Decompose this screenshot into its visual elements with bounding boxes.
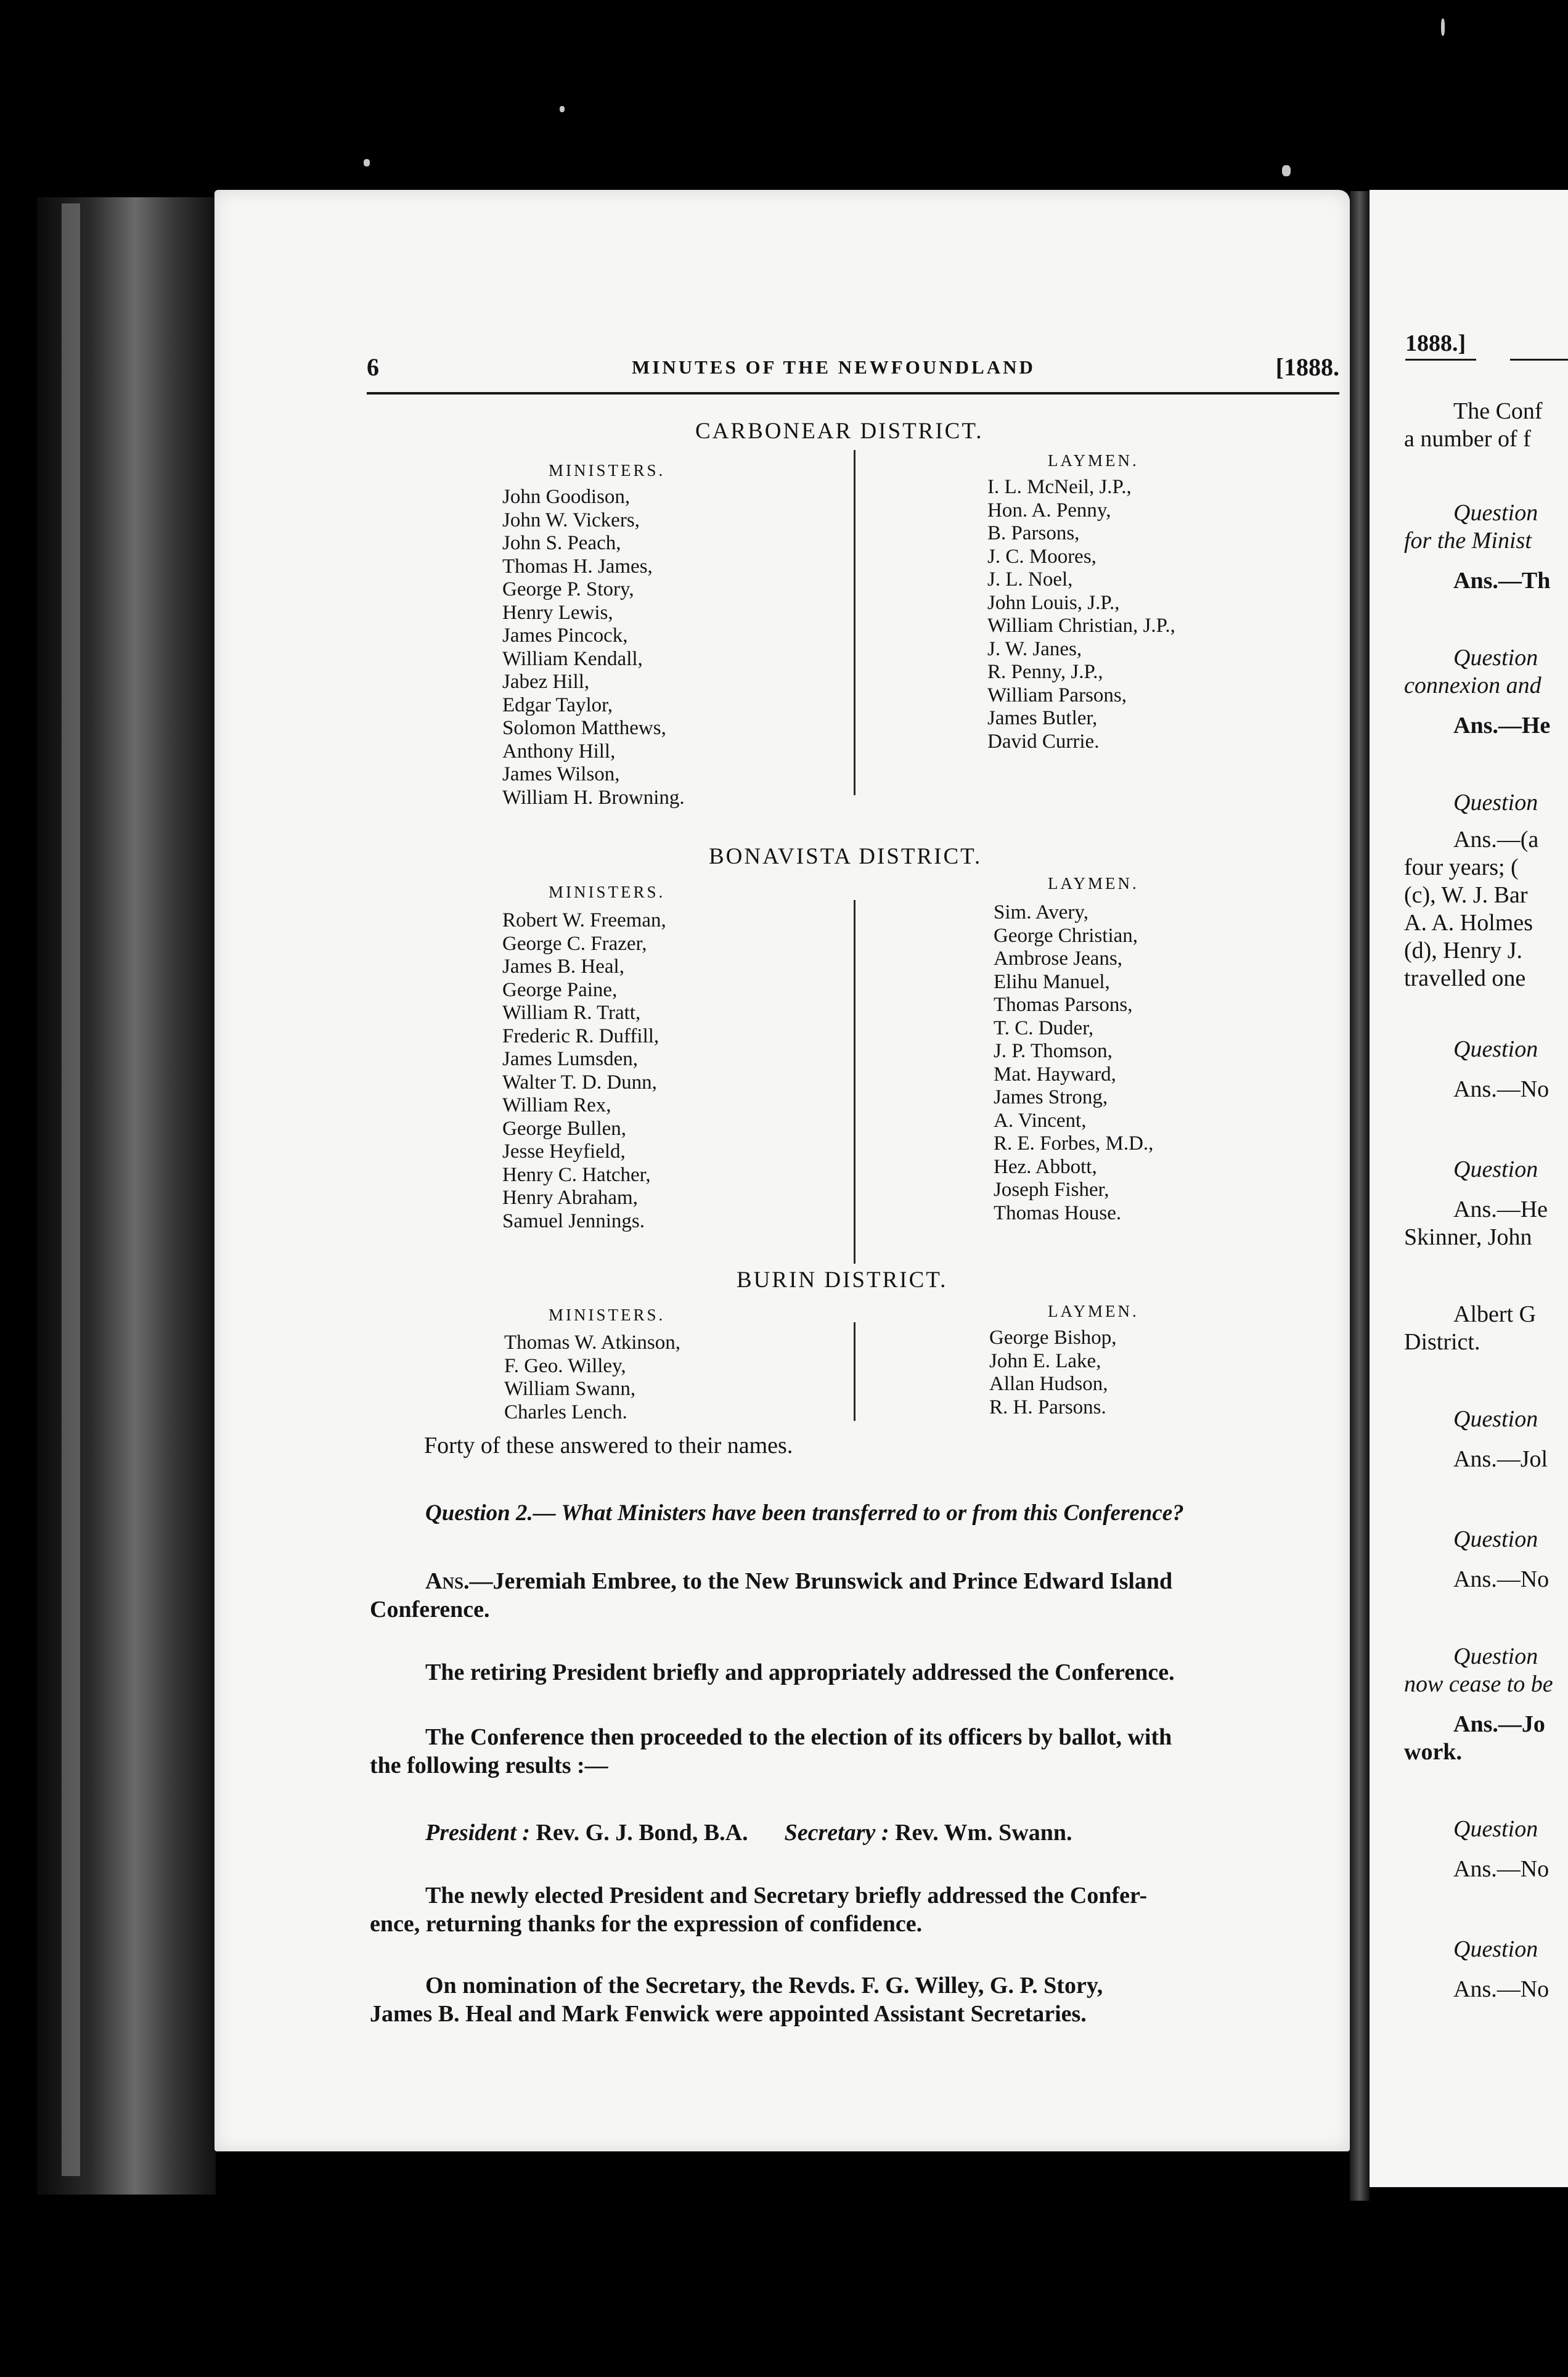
list-item: Allan Hudson, [989,1373,1108,1395]
right-header-rule [1405,359,1476,361]
list-item: Mat. Hayward, [994,1063,1116,1086]
list-item: William H. Browning. [502,786,685,809]
list-item: James Strong, [994,1086,1108,1108]
list-item: A. Vincent, [994,1109,1087,1132]
dust-speck [1282,165,1291,176]
column-divider [854,1322,855,1421]
newly-line-2: ence, returning thanks for the expression of confidence. [370,1911,923,1937]
page-number: 6 [367,353,379,381]
answer-label: Ans. [425,1568,470,1594]
list-item: James Butler, [987,707,1098,729]
right-page-line: Ans.—No [1453,1076,1550,1102]
right-page-line: travelled one [1404,965,1526,991]
list-item: Thomas House. [994,1201,1122,1224]
ballot-line-1: The Conference then proceeded to the election of its officers by ballot, with [425,1724,1172,1750]
right-page-line: Question [1453,1156,1538,1182]
list-item: Henry C. Hatcher, [502,1163,651,1186]
right-page-line: Question [1453,1036,1538,1062]
running-title: MINUTES OF THE NEWFOUNDLAND [632,356,1035,378]
list-item: David Currie. [987,730,1100,753]
ministers-heading: MINISTERS. [549,461,666,480]
nomination-paragraph [370,1971,1331,2028]
list-item: Edgar Taylor, [502,693,613,716]
list-item: R. E. Forbes, M.D., [994,1132,1154,1155]
list-item: William Christian, J.P., [987,615,1175,637]
right-page-line: work. [1404,1739,1462,1765]
right-page-line: Question [1453,1816,1538,1842]
column-divider [854,450,855,795]
roll-call-text: Forty of these answered to their names. [424,1433,793,1459]
district-title-carbonear: CARBONEAR DISTRICT. [695,419,984,444]
bonavista-laymen-list [994,901,1153,1225]
officers-line [425,1819,1387,1847]
list-item: B. Parsons, [987,522,1080,544]
right-page-line: Ans.—Jo [1453,1711,1545,1737]
list-item: Solomon Matthews, [502,717,666,739]
right-page-line: now cease to be [1404,1671,1553,1697]
header-rule [367,392,1339,395]
newly-elected-paragraph [370,1881,1331,1938]
right-page-line: for the Minist [1404,528,1532,554]
list-item: T. C. Duder, [994,1017,1094,1039]
list-item: James Lumsden, [502,1048,638,1070]
secretary-label: Secretary : [784,1820,889,1846]
right-page-line: a number of f [1404,426,1531,452]
list-item: Elihu Manuel, [994,970,1110,993]
right-page-line: Ans.—He [1453,1197,1548,1222]
running-header [367,353,1339,390]
right-page-line: Question [1453,1643,1538,1669]
nomination-line-1: On nomination of the Secretary, the Revds. F. G. Willey, G. P. Story, [425,1973,1103,1999]
list-item: George Christian, [994,924,1138,947]
ballot-line-2: the following results :— [370,1753,608,1778]
question-2: Question 2.— What Ministers have been transferred to or from this Conference? [425,1500,1184,1526]
right-page-line: Ans.—(a [1453,827,1539,853]
right-page-line: Question [1453,1936,1538,1962]
list-item: Hez. Abbott, [994,1155,1097,1178]
list-item: John E. Lake, [989,1349,1101,1372]
list-item: Jesse Heyfield, [502,1140,626,1163]
list-item: Henry Lewis, [502,601,613,624]
right-page-line: Ans.—No [1453,1976,1550,2002]
district-title-burin: BURIN DISTRICT. [737,1267,948,1293]
list-item: Thomas Parsons, [994,994,1133,1016]
right-page-line: (c), W. J. Bar [1404,882,1528,908]
list-item: R. H. Parsons. [989,1396,1106,1418]
president-label: President : [425,1820,530,1846]
answer-2-line-2: Conference. [370,1597,490,1622]
right-page-line: Ans.—No [1453,1566,1550,1592]
list-item: F. Geo. Willey, [504,1354,626,1377]
answer-2-line-1: —Jeremiah Embree, to the New Brunswick and Prince Edward Island [469,1568,1173,1594]
right-page-line: connexion and [1404,673,1541,698]
carbonear-ministers-list [502,486,685,809]
list-item: Walter T. D. Dunn, [502,1071,657,1094]
list-item: John Louis, J.P., [987,591,1120,614]
district-title-bonavista: BONAVISTA DISTRICT. [709,844,982,869]
list-item: George Bishop, [989,1327,1117,1349]
list-item: George Bullen, [502,1117,627,1140]
list-item: Henry Abraham, [502,1187,638,1209]
right-page-line: District. [1404,1329,1480,1355]
header-year: [1888. [1275,353,1339,381]
list-item: Charles Lench. [504,1401,627,1423]
burin-ministers-list [504,1332,680,1424]
list-item: George C. Frazer, [502,932,647,955]
right-page-line: The Conf [1453,398,1543,424]
right-page-line: Ans.—No [1453,1856,1550,1882]
right-page-line: Question [1453,1526,1538,1552]
bonavista-ministers-list [502,909,666,1233]
ministers-heading: MINISTERS. [549,883,666,901]
binding-edge [62,203,80,2176]
list-item: Sim. Avery, [994,901,1088,923]
right-page [1370,190,1568,2187]
left-page [214,190,1350,2151]
president-value: Rev. G. J. Bond, B.A. [536,1820,748,1846]
list-item: John Goodison, [502,486,631,508]
right-header-rule [1510,359,1568,361]
list-item: J. P. Thomson, [994,1040,1113,1062]
list-item: Thomas H. James, [502,555,653,578]
list-item: William Swann, [504,1378,636,1400]
list-item: Samuel Jennings. [502,1209,645,1232]
list-item: J. C. Moores, [987,545,1096,568]
laymen-heading: LAYMEN. [1048,1302,1139,1320]
right-page-year: 1888.] [1405,330,1466,356]
answer-2 [370,1567,1331,1624]
secretary-value: Rev. Wm. Swann. [895,1820,1072,1846]
list-item: George Paine, [502,978,618,1001]
right-page-line: Question [1453,1406,1538,1432]
laymen-heading: LAYMEN. [1048,874,1139,893]
page-gutter [1350,191,1370,2201]
list-item: William Rex, [502,1094,611,1116]
list-item: James Wilson, [502,763,620,785]
list-item: Anthony Hill, [502,740,616,763]
right-page-line: (d), Henry J. [1404,938,1523,963]
right-page-line: Ans.—Jol [1453,1446,1548,1472]
newly-line-1: The newly elected President and Secretary briefly addressed the Confer- [425,1883,1148,1909]
right-page-line: four years; ( [1404,854,1519,880]
list-item: J. W. Janes, [987,637,1082,660]
list-item: I. L. McNeil, J.P., [987,476,1132,498]
right-page-line: Skinner, John [1404,1224,1532,1250]
list-item: Hon. A. Penny, [987,499,1111,522]
list-item: Frederic R. Duffill, [502,1025,659,1047]
right-page-line: Question [1453,645,1538,671]
list-item: James Pincock, [502,624,628,647]
retiring-president-text: The retiring President briefly and appropriately addressed the Conference. [425,1659,1175,1685]
list-item: Ambrose Jeans, [994,947,1122,970]
list-item: James B. Heal, [502,955,624,978]
right-page-line: A. A. Holmes [1404,910,1533,936]
dust-speck [364,159,370,166]
column-divider [854,900,855,1264]
right-page-line: Question [1453,500,1538,526]
list-item: George P. Story, [502,578,634,600]
right-page-line: Question [1453,790,1538,816]
laymen-heading: LAYMEN. [1048,451,1139,470]
list-item: William Kendall, [502,647,643,670]
dust-speck [1441,18,1445,36]
list-item: Thomas W. Atkinson, [504,1332,681,1354]
list-item: John S. Peach, [502,532,621,554]
list-item: William R. Tratt, [502,1002,641,1024]
dust-speck [560,106,565,112]
list-item: John W. Vickers, [502,509,640,531]
list-item: William Parsons, [987,684,1127,706]
list-item: Joseph Fisher, [994,1179,1109,1201]
right-page-line: Albert G [1453,1301,1537,1327]
right-page-line: Ans.—Th [1453,568,1551,594]
right-page-line: Ans.—He [1453,713,1551,738]
ministers-heading: MINISTERS. [549,1306,666,1324]
list-item: Robert W. Freeman, [502,909,666,931]
carbonear-laymen-list [987,476,1175,753]
list-item: Jabez Hill, [502,671,590,693]
burin-laymen-list [989,1327,1117,1419]
list-item: J. L. Noel, [987,568,1073,591]
list-item: R. Penny, J.P., [987,661,1103,683]
ballot-paragraph [370,1723,1331,1780]
nomination-line-2: James B. Heal and Mark Fenwick were appointed Assistant Secretaries. [370,2001,1087,2027]
